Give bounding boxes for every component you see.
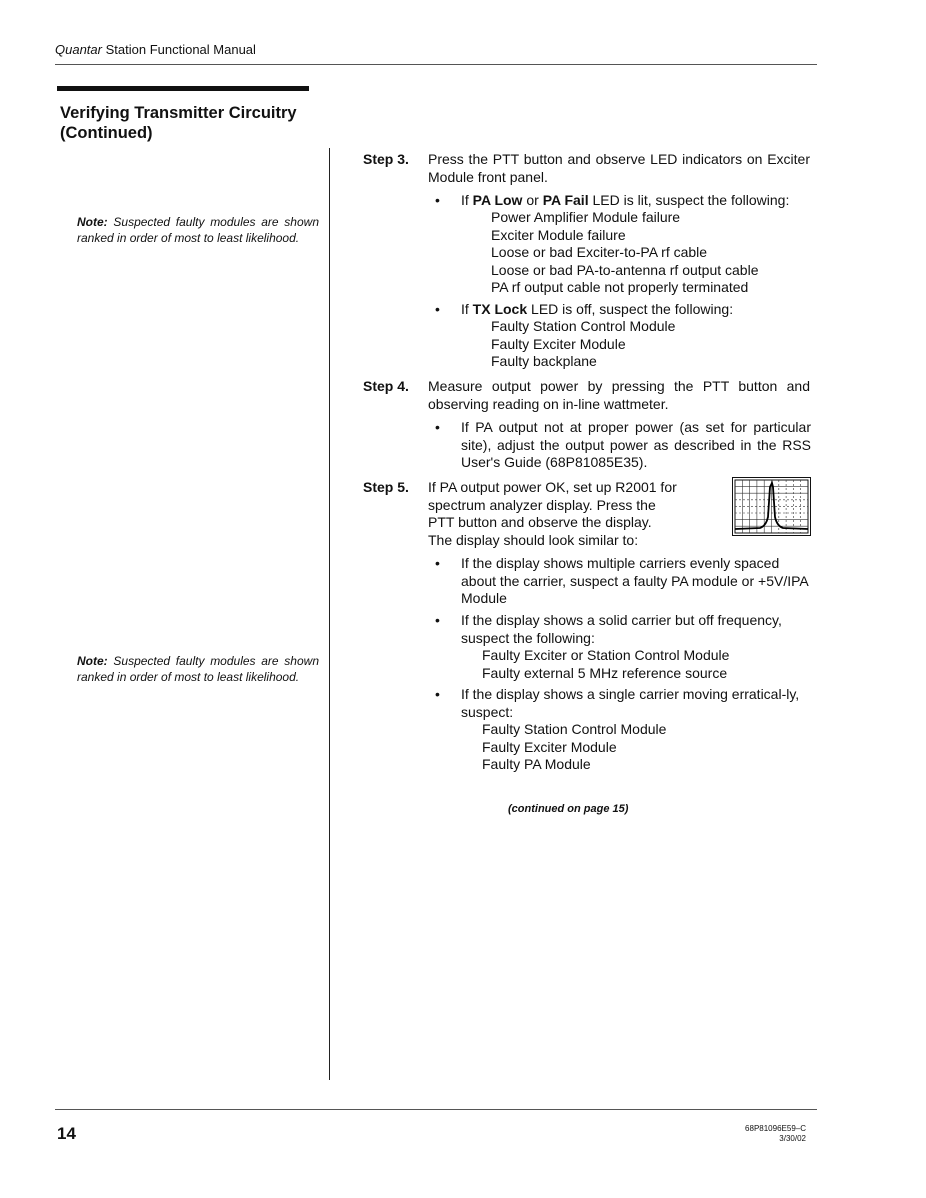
section-bar: [57, 86, 309, 91]
bullet-icon: •: [435, 555, 440, 571]
list-item: Faulty Exciter or Station Control Module: [482, 647, 730, 663]
bullet-text: If: [461, 301, 473, 317]
list-item: Loose or bad Exciter-to-PA rf cable: [491, 244, 708, 260]
column-divider: [329, 148, 330, 1080]
step-5-bullet-2: If the display shows a solid carrier but off frequency, suspect the following:: [461, 612, 782, 646]
suspect-list-4: [482, 721, 666, 774]
product-name: Quantar: [55, 42, 102, 57]
step-5-bullet-3: If the display shows a single carrier moving erratical-ly, suspect:: [461, 686, 800, 720]
side-note-1: [77, 214, 319, 246]
step-3-text: Press the PTT button and observe LED indicators on Exciter Module front panel.: [428, 151, 810, 185]
bullet-icon: •: [435, 419, 440, 435]
side-note-2: [77, 653, 319, 685]
list-item: Loose or bad PA-to-antenna rf output cable: [491, 261, 759, 278]
list-item: Faulty PA Module: [482, 756, 591, 772]
step-4-bullet-1: If PA output not at proper power (as set for particular site), adjust the output power as described in the RSS User's Guide (68P81085E35).: [461, 419, 811, 470]
step-5-line: spectrum analyzer display. Press the: [428, 496, 656, 513]
doc-id: 68P81096E59–C: [745, 1124, 806, 1133]
continued-notice: (continued on page 15): [508, 803, 629, 815]
led-pa-low: PA Low: [472, 192, 523, 208]
doc-date: 3/30/02: [779, 1134, 806, 1143]
step-5-bullet-1: If the display shows multiple carriers evenly spaced about the carrier, suspect a faulty PA module or +5V/IPA Module: [461, 555, 808, 606]
list-item: Exciter Module failure: [491, 226, 626, 243]
bullet-icon: •: [435, 686, 440, 702]
bullet-text: or: [522, 192, 543, 208]
section-title-line1: Verifying Transmitter Circuitry: [60, 104, 297, 122]
document-number: [745, 1124, 806, 1144]
led-tx-lock: TX Lock: [472, 301, 528, 317]
list-item: Faulty Exciter Module: [491, 335, 626, 352]
note-label: Note:: [77, 654, 108, 668]
bullet-icon: •: [435, 612, 440, 628]
led-pa-fail: PA Fail: [542, 192, 589, 208]
step-5-line: The display should look similar to:: [428, 531, 639, 548]
suspect-list-2: [491, 318, 675, 371]
step-5-text: [428, 479, 718, 549]
note-text: Suspected faulty modules are shown ranked in order of most to least likelihood.: [77, 215, 319, 245]
step-4-label: Step 4.: [363, 378, 409, 394]
page-number: 14: [57, 1124, 76, 1143]
note-label: Note:: [77, 215, 108, 229]
header-divider: [55, 64, 817, 65]
running-header: [55, 42, 256, 57]
list-item: Faulty backplane: [491, 353, 597, 369]
suspect-list-1: [491, 209, 758, 297]
manual-title: Station Functional Manual: [105, 42, 256, 57]
list-item: Faulty external 5 MHz reference source: [482, 664, 728, 681]
list-item: Power Amplifier Module failure: [491, 209, 681, 225]
list-item: PA rf output cable not properly terminated: [491, 279, 749, 295]
bullet-icon: •: [435, 301, 440, 317]
step-4-text: Measure output power by pressing the PTT button and observing reading on in-line wattmeter.: [428, 378, 810, 412]
footer-divider: [55, 1109, 817, 1110]
bullet-text: If: [461, 192, 473, 208]
section-title: [60, 103, 320, 143]
bullet-icon: •: [435, 192, 440, 208]
step-3-bullet-1: [461, 192, 811, 210]
step-3-bullet-2: [461, 301, 811, 319]
list-item: Faulty Station Control Module: [491, 318, 676, 334]
step-5-line: If PA output power OK, set up R2001 for: [428, 479, 677, 495]
list-item: Faulty Station Control Module: [482, 721, 667, 737]
step-5-label: Step 5.: [363, 479, 409, 495]
suspect-list-3: [482, 647, 729, 682]
bullet-text: LED is off, suspect the following:: [527, 301, 734, 317]
spectrum-display-image: [732, 477, 811, 536]
section-title-line2: (Continued): [60, 124, 153, 142]
bullet-text: LED is lit, suspect the following:: [588, 192, 790, 208]
step-5-line: PTT button and observe the display.: [428, 514, 652, 530]
step-3-label: Step 3.: [363, 151, 409, 167]
note-text: Suspected faulty modules are shown ranked in order of most to least likelihood.: [77, 654, 319, 684]
list-item: Faulty Exciter Module: [482, 738, 617, 755]
